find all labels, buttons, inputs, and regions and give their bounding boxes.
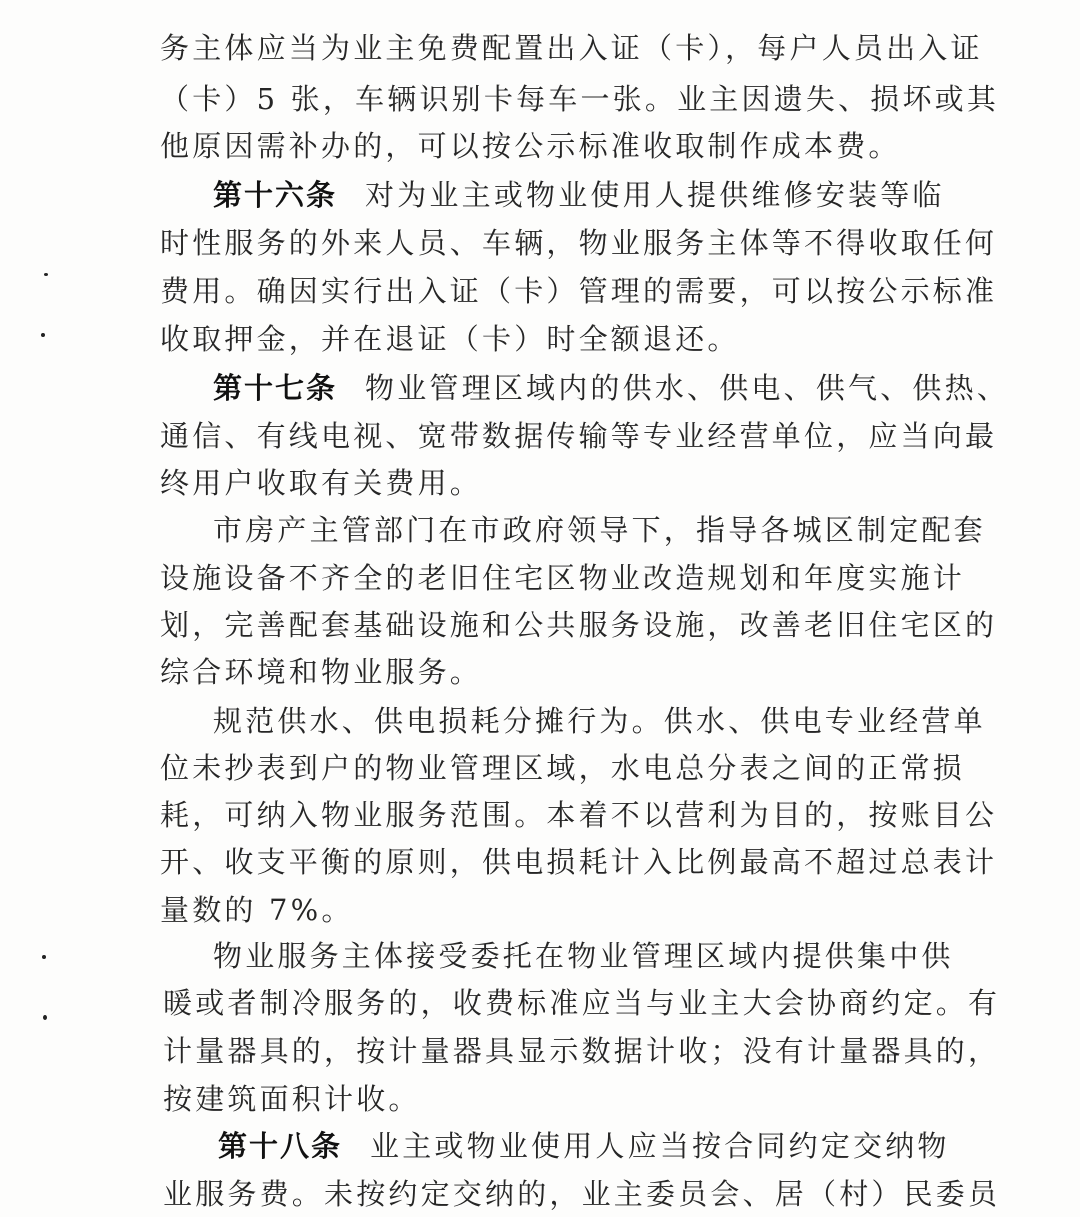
text-line: （卡）5 张，车辆识别卡每车一张。业主因遗失、损坏或其 bbox=[160, 82, 1000, 116]
scan-speck bbox=[44, 273, 48, 276]
article-label: 第十八条 bbox=[218, 1129, 343, 1163]
text-line: 位未抄表到户的物业管理区域，水电总分表之间的正常损 bbox=[160, 751, 966, 785]
scan-speck bbox=[42, 955, 46, 959]
scan-speck bbox=[43, 1015, 47, 1020]
text-line: 开、收支平衡的原则，供电损耗计入比例最高不超过总表计 bbox=[160, 845, 998, 879]
text-line: 他原因需补办的，可以按公示标准收取制作成本费。 bbox=[160, 129, 901, 163]
text-line: 费用。确因实行出入证（卡）管理的需要，可以按公示标准 bbox=[160, 274, 998, 308]
article-17-line: 第十七条 物业管理区域内的供水、供电、供气、供热、 bbox=[213, 371, 1010, 405]
article-16-line: 第十六条 对为业主或物业使用人提供维修安装等临 bbox=[213, 178, 945, 212]
text-line: 综合环境和物业服务。 bbox=[160, 655, 483, 689]
scan-speck bbox=[41, 333, 45, 337]
text-line: 划，完善配套基础设施和公共服务设施，改善老旧住宅区的 bbox=[160, 608, 998, 642]
text-line: 设施设备不齐全的老旧住宅区物业改造规划和年度实施计 bbox=[160, 561, 966, 595]
article-18-line: 第十八条 业主或物业使用人应当按合同约定交纳物 bbox=[218, 1129, 950, 1163]
text-line: 市房产主管部门在市政府领导下，指导各城区制定配套 bbox=[213, 513, 986, 547]
text-line: 按建筑面积计收。 bbox=[163, 1082, 421, 1116]
text-line: 规范供水、供电损耗分摊行为。供水、供电专业经营单 bbox=[213, 704, 986, 738]
article-label: 第十六条 bbox=[213, 178, 338, 212]
text-line: 终用户收取有关费用。 bbox=[160, 466, 483, 500]
text-line: 收取押金，并在退证（卡）时全额退还。 bbox=[160, 322, 740, 356]
text-line: 计量器具的，按计量器具显示数据计收；没有计量器具的， bbox=[163, 1034, 1001, 1068]
text-line: 耗，可纳入物业服务范围。本着不以营利为目的，按账目公 bbox=[160, 798, 998, 832]
text-line: 通信、有线电视、宽带数据传输等专业经营单位，应当向最 bbox=[160, 419, 998, 453]
text-line: 业服务费。未按约定交纳的，业主委员会、居（村）民委员 bbox=[163, 1177, 1001, 1211]
text-line: 务主体应当为业主免费配置出入证（卡），每户人员出入证 bbox=[160, 31, 983, 65]
text-line: 量数的 7%。 bbox=[160, 893, 354, 927]
text-line: 暖或者制冷服务的，收费标准应当与业主大会协商约定。有 bbox=[163, 986, 1001, 1020]
text-line: 时性服务的外来人员、车辆，物业服务主体等不得收取任何 bbox=[160, 226, 998, 260]
article-label: 第十七条 bbox=[213, 371, 338, 405]
text-line: 物业服务主体接受委托在物业管理区域内提供集中供 bbox=[213, 939, 954, 973]
